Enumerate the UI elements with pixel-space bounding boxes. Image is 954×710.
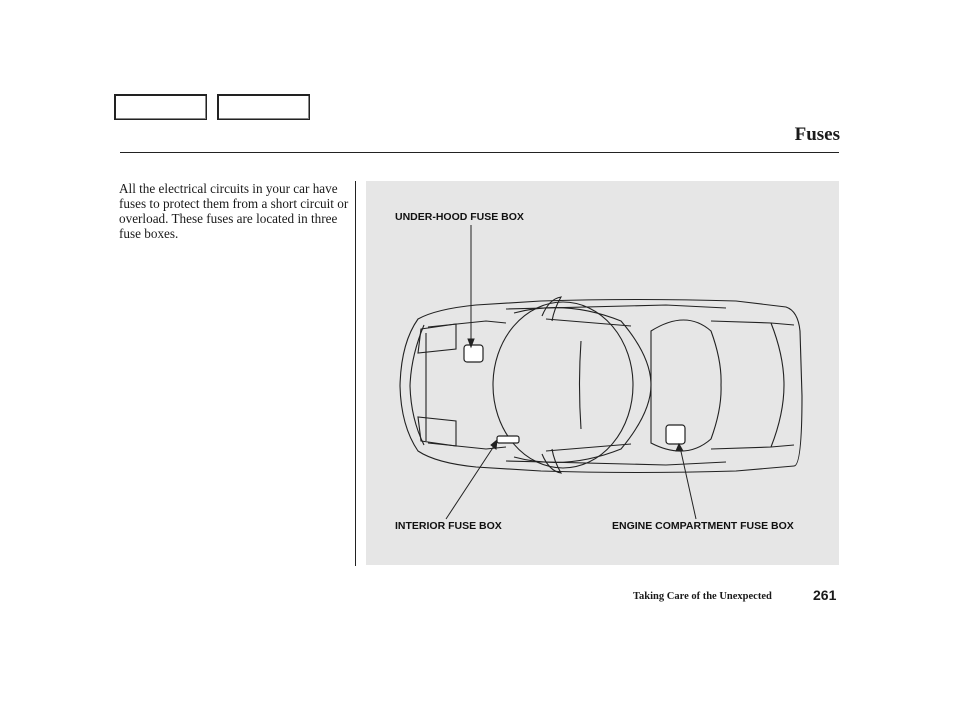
engine-compartment-fuse-box-label: ENGINE COMPARTMENT FUSE BOX [612,520,794,532]
interior-fuse-box-label: INTERIOR FUSE BOX [395,520,502,532]
page-title: Fuses [794,124,840,145]
car-top-view-illustration [366,181,839,565]
nav-button-previous[interactable] [114,94,207,120]
engine-compartment-fuse-box-marker [666,425,685,444]
column-divider [355,181,356,566]
nav-button-next[interactable] [217,94,310,120]
under-hood-fuse-box-label: UNDER-HOOD FUSE BOX [395,211,524,223]
section-name: Taking Care of the Unexpected [633,591,772,602]
page-number: 261 [813,587,837,603]
body-paragraph: All the electrical circuits in your car have fuses to protect them from a short circuit or overload. These fuses are located in three fuse boxes. [119,181,349,241]
under-hood-fuse-box-marker [464,345,483,362]
interior-fuse-box-marker [497,436,519,443]
title-divider [120,152,839,153]
fuse-box-location-figure [366,181,839,565]
